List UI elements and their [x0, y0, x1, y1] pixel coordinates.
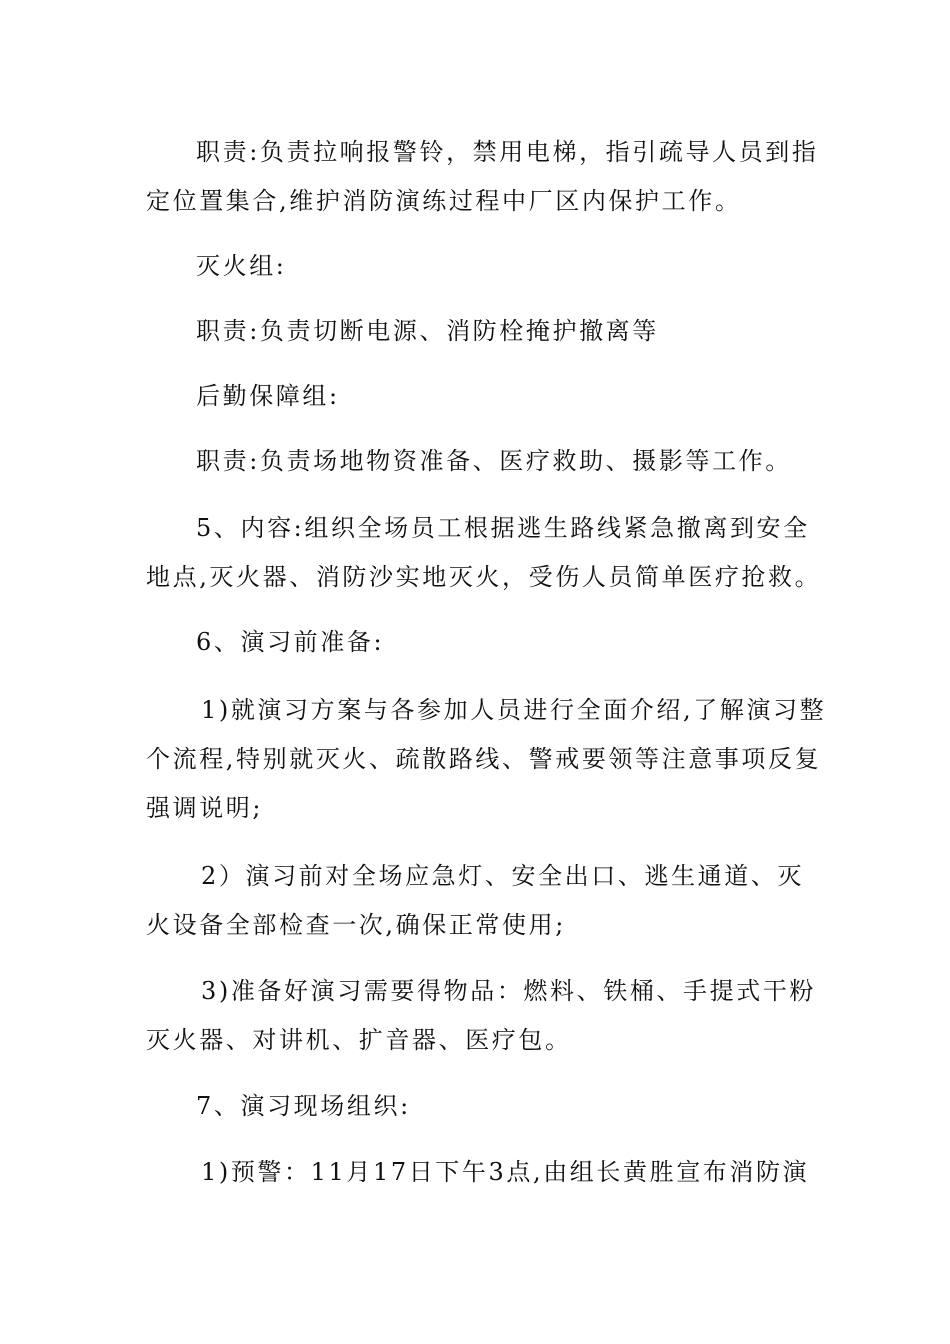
heading-section-6 [146, 618, 810, 667]
text-line: 1)就演习方案与各参加人员进行全面介绍,了解演习整 [201, 696, 827, 724]
text-line: 个流程,特别就灭火、疏散路线、警戒要领等注意事项反复 [146, 745, 822, 773]
text-line: 后勤保障组: [196, 382, 340, 410]
paragraph-item-1-warning [146, 1148, 810, 1197]
text-line: 6、演习前准备: [196, 628, 385, 656]
text-line: 7、演习现场组织: [196, 1092, 411, 1120]
text-line: 职责:负责场地物资准备、医疗救助、摄影等工作。 [196, 447, 792, 475]
text-line: 灭火器、对讲机、扩音器、医疗包。 [146, 1026, 572, 1054]
paragraph-duty-logistics [146, 437, 810, 486]
paragraph-item-3-supplies [146, 967, 817, 1065]
paragraph-duty-alarm [146, 128, 819, 226]
paragraph-duty-fire-fighting [146, 307, 810, 356]
text-line: 灭火组: [196, 252, 287, 280]
heading-logistics-group [146, 372, 810, 421]
text-line: 职责:负责切断电源、消防栓掩护撤离等 [196, 317, 659, 345]
paragraph-section-5-content [146, 504, 822, 602]
paragraph-item-2-inspection [146, 852, 810, 950]
text-line: 强调说明; [146, 794, 264, 822]
text-line: 地点,灭火器、消防沙实地灭火，受伤人员简单医疗抢救。 [146, 563, 822, 591]
text-line: 2）演习前对全场应急灯、安全出口、逃生通道、灭 [201, 862, 805, 890]
paragraph-item-1-briefing [146, 686, 827, 833]
text-line: 定位置集合,维护消防演练过程中厂区内保护工作。 [146, 187, 742, 215]
heading-section-7 [146, 1082, 810, 1131]
text-line: 3)准备好演习需要得物品：燃料、铁桶、手提式干粉 [201, 977, 817, 1005]
text-line: 1)预警：11月17日下午3点,由组长黄胜宣布消防演 [201, 1158, 810, 1186]
heading-fire-fighting-group [146, 242, 810, 291]
text-line: 职责:负责拉响报警铃，禁用电梯，指引疏导人员到指 [196, 138, 819, 166]
text-line: 火设备全部检查一次,确保正常使用; [146, 911, 566, 939]
text-line: 5、内容:组织全场员工根据逃生路线紧急撤离到安全 [196, 514, 810, 542]
